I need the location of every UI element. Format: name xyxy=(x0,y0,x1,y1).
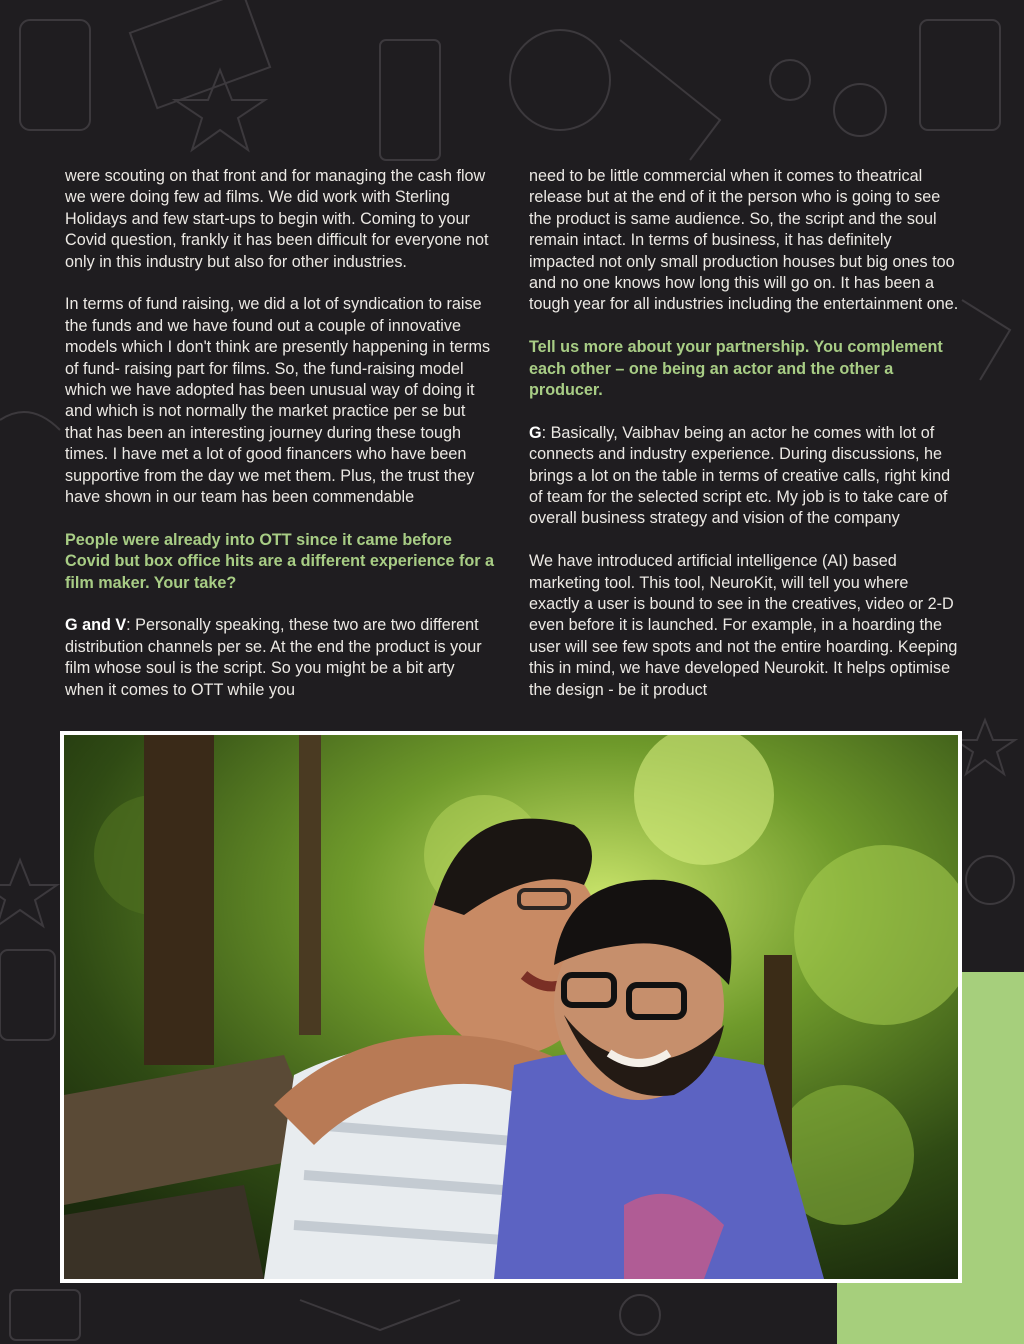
answer-text: : Basically, Vaibhav being an actor he comes with lot of connects and industry experience. During discussions, he brings a lot on the table in terms of creative calls, right kind of team for the selected script etc. My job is to take care of overall business strategy and vision of the company xyxy=(529,423,951,528)
photo-two-men-laughing-forest xyxy=(64,735,958,1279)
interview-answer xyxy=(65,615,495,701)
answer-speaker: G and V xyxy=(65,616,127,635)
interview-question: Tell us more about your partnership. You complement each other – one being an actor and the other a producer. xyxy=(529,338,943,400)
paragraph: need to be little commercial when it comes to theatrical release but at the end of it the person who is going to see the product is same audience. So, the script and the soul remain intact. In terms of business, it has definitely impacted not only small production houses but big ones too and no one knows how long this will go on. It has been a tough year for all industries including the entertainment one. xyxy=(529,167,959,314)
interview-question: People were already into OTT since it came before Covid but box office hits are a different experience for a film maker. Your take? xyxy=(65,530,495,592)
article-column-right xyxy=(529,166,961,701)
photo-frame xyxy=(60,731,962,1283)
paragraph: In terms of fund raising, we did a lot of syndication to raise the funds and we have found out a couple of innovative models which I don't think are presently happening in terms of fund- raising part for films. So, the fund-raising model which we have adopted has been unusual way of doing it and which is not normally the market practice per se but that has been an interesting journey during these tough times. I have met a lot of good financers who have been supportive from the day we met them. Plus, the trust they have shown in our team has been commendable xyxy=(65,295,491,507)
interview-answer xyxy=(529,423,961,530)
paragraph: were scouting on that front and for managing the cash flow we were doing few ad films. We did work with Sterling Holidays and few start-ups to begin with. Coming to your Covid question, frankly it has been difficult for everyone not only in this industry but also for other industries. xyxy=(65,167,489,271)
answer-text: : Personally speaking, these two are two different distribution channels per se. At the end the product is your film whose soul is the script. So you might be a bit arty when it comes to OTT while you xyxy=(65,616,482,699)
article-column-left xyxy=(65,166,495,701)
answer-speaker: G xyxy=(529,423,542,442)
paragraph: We have introduced artificial intelligence (AI) based marketing tool. This tool, NeuroKit, will tell you where exactly a user is bound to see in the creatives, video or 2-D even before it is launched. For example, in a hoarding the user will see few spots and not the entire hoarding. Keeping this in mind, we have developed Neurokit. It helps optimise the design - be it product xyxy=(529,552,958,699)
